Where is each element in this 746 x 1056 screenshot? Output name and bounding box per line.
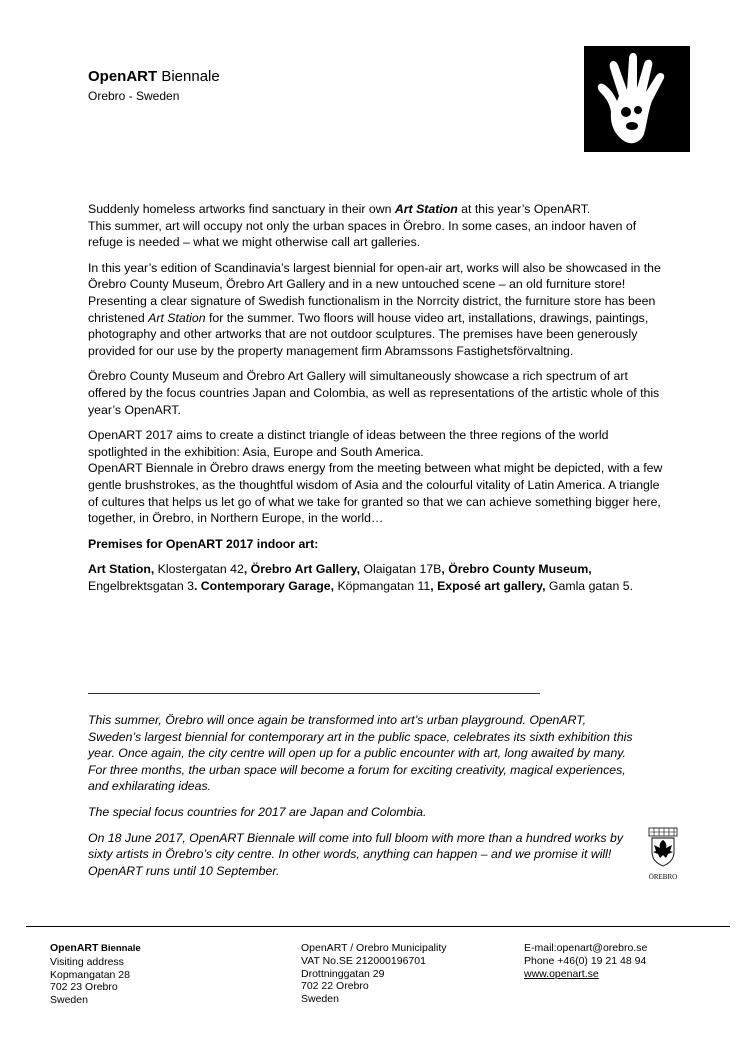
venues-paragraph: In this year’s edition of Scandinavia’s largest biennial for open-air art, works will also be showcased in the Örebro County Museum, Örebro Art Gallery and in a new untouched scene – an old furniture store! — [88, 260, 661, 292]
italic-paragraph-2: The special focus countries for 2017 are Japan and Colombia. — [88, 804, 427, 819]
footer-rule — [26, 926, 730, 927]
museum-paragraph: Örebro County Museum and Örebro Art Gallery will simultaneously showcase a rich spectrum of art offered by the focus countries Japan and Colombia, as well as representations of the artistic whole of this year’s OpenART. — [88, 369, 660, 417]
intro-paragraph-2: This summer, art will occupy not only the urban spaces in Örebro. In some cases, an indoor haven of refuge is needed – what we might otherwise call art galleries. — [88, 218, 637, 250]
triangle-paragraph: OpenART 2017 aims to create a distinct triangle of ideas between the three regions of the world spotlighted in the exhibition: Asia, Europe and South America. — [88, 428, 609, 459]
footer-line: VAT No.SE 212000196701 — [301, 954, 426, 967]
hand-logo-icon — [584, 46, 690, 152]
energy-paragraph: OpenART Biennale in Örebro draws energy from the meeting between what might be depicted, with a few gentle brushstrokes, as the thoughtful wisdom of Asia and the colourful vitality of Latin America. A triangle of cultures that helps us let go of what we take for granted so that we can achieve something bigger here, together, in Örebro, in Northern Europe, in the world… — [88, 461, 663, 526]
orebro-crest-icon — [646, 826, 680, 882]
crest-label: ÖREBRO — [648, 873, 678, 881]
footer-line: Visiting address — [50, 955, 124, 968]
footer-org-name: OpenART Biennale — [50, 942, 141, 954]
footer-line: Sweden — [50, 994, 88, 1007]
footer-line: Drottninggatan 29 — [301, 967, 385, 980]
footer-line: 702 23 Orebro — [50, 981, 118, 994]
footer-municipality — [301, 942, 447, 1006]
premises-heading: Premises for OpenART 2017 indoor art: — [88, 536, 319, 551]
section-divider — [88, 693, 540, 694]
footer-line: 702 22 Orebro — [301, 980, 369, 993]
footer-address — [50, 942, 141, 1007]
footer-email: E-mail:openart@orebro.se — [524, 942, 648, 954]
art-station-paragraph: Presenting a clear signature of Swedish functionalism in the Norrcity district, the furniture store has been christened Art Station for the summer. Two floors will house video art, installations, drawings, paintings, photography and other artworks that are not outdoor sculptures. The premises have been generously provided for our use by the property management firm Abramssons Fastighetsförvaltning. — [88, 293, 656, 358]
page-title — [88, 68, 220, 85]
footer-line: OpenART / Orebro Municipality — [301, 942, 447, 954]
italic-paragraph-3: On 18 June 2017, OpenART Biennale will come into full bloom with more than a hundred works by sixty artists in Örebro’s city centre. In other words, anything can happen – and we promise it will! OpenART runs until 10 September. — [88, 830, 623, 878]
footer-website-link[interactable]: www.openart.se — [524, 967, 599, 980]
art-station-emphasis: Art Station — [394, 202, 458, 216]
footer-line: Kopmangatan 28 — [50, 968, 130, 981]
italic-summary — [88, 712, 636, 888]
intro-paragraph: Suddenly homeless artworks find sanctuary in their own Art Station at this year’s OpenART. — [88, 202, 591, 216]
footer-contact — [524, 942, 647, 980]
body-text — [88, 201, 663, 603]
footer-line: Sweden — [301, 993, 339, 1006]
title-rest: Biennale — [157, 68, 220, 85]
premises-list: Art Station, Klostergatan 42, Örebro Art Gallery, Olaigatan 17B, Örebro County Museum, Engelbrektsgatan 3. Contemporary Garage, Köpmangatan 11, Exposé art gallery, Gamla gatan 5. — [88, 562, 634, 593]
italic-paragraph-1: This summer, Örebro will once again be transformed into art’s urban playground. OpenART, Sweden’s largest biennial for contemporary art in the public space, celebrates its sixth exhibition this year. Once again, the city centre will open up for a public encounter with art, long awaited by many. For three months, the urban space will become a forum for exciting creativity, magical experiences, and exhilarating ideas. — [88, 713, 633, 794]
title-bold: OpenART — [88, 68, 158, 85]
page-subtitle: Orebro - Sweden — [88, 89, 180, 103]
footer-phone: Phone +46(0) 19 21 48 94 — [524, 954, 647, 967]
